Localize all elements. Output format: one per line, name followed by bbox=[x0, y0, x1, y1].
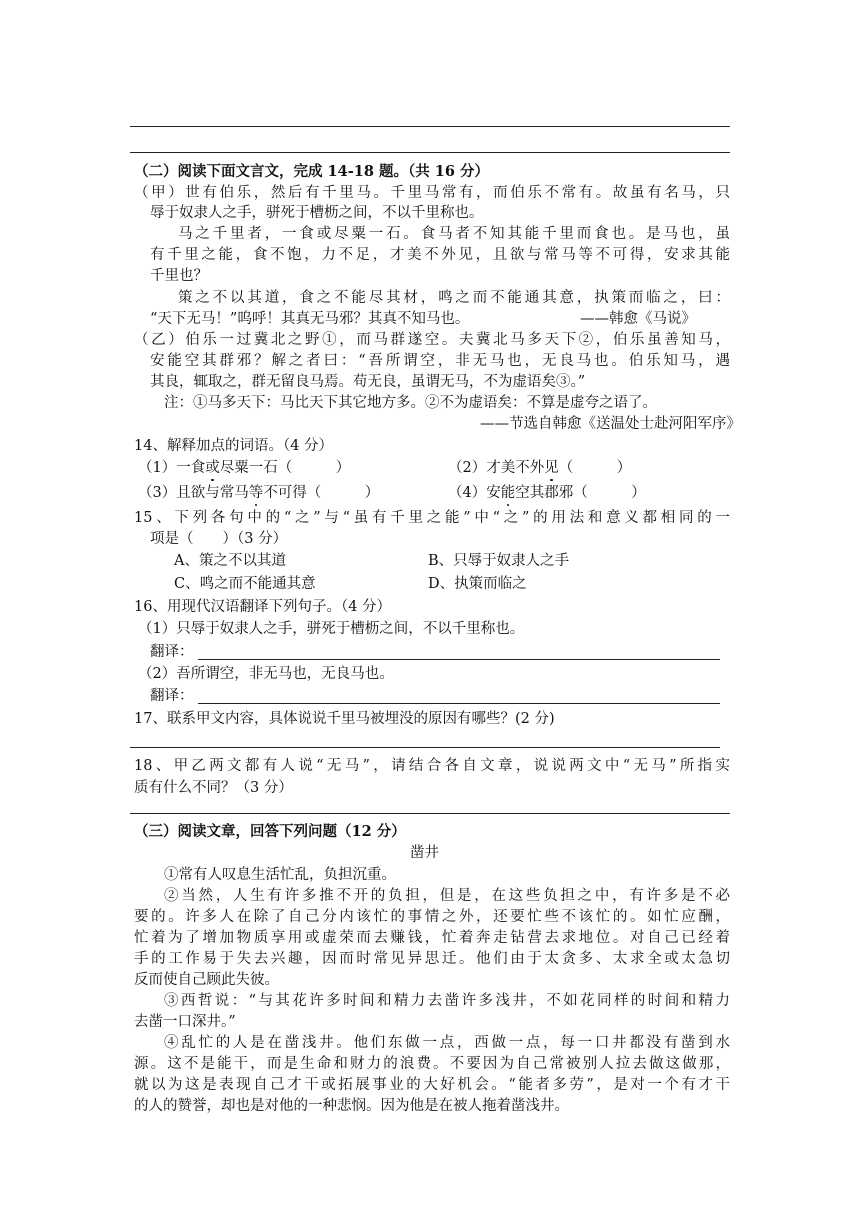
q14-item-1: （1）一食或尽粟一石（ ） bbox=[138, 460, 351, 476]
emphasis-dot: 能 bbox=[500, 485, 516, 501]
emphasis-dot: 等 bbox=[248, 485, 264, 501]
top-rule bbox=[130, 126, 730, 127]
article-paragraph-4: 源。这不是能干，而是生命和财力的浪费。不要因为自己常被别人拉去做这做那， bbox=[134, 1056, 730, 1072]
q15-option-a: A、策之不以其道 bbox=[174, 553, 286, 569]
passage-a-line: （甲）世有伯乐，然后有千里马。千里马常有，而伯乐不常有。故虽有名马，只 bbox=[134, 185, 730, 201]
article-paragraph-2: ②当然，人生有许多推不开的负担，但是，在这些负担之中，有许多是不必 bbox=[164, 888, 730, 904]
emphasis-dot: 或 bbox=[205, 460, 220, 476]
article-paragraph-2: 要的。许多人在除了自己分内该忙的事情之外，还要忙些不该忙的。如忙应酬， bbox=[134, 909, 730, 925]
q15-stem-cont: 项是（ ）（3 分） bbox=[150, 531, 288, 547]
q14-item-4: （4）安能空其郡邪（ ） bbox=[448, 485, 646, 501]
passage-a-line: 千里也？ bbox=[150, 268, 208, 284]
article-title: 凿井 bbox=[410, 845, 439, 861]
passage-b-line: （乙）伯乐一过冀北之野①，而马群遂空。夫冀北马多天下②，伯乐虽善知马， bbox=[134, 332, 730, 348]
q16-stem: 16、用现代汉语翻译下列句子。（4 分） bbox=[134, 599, 392, 615]
q16-answer-line-2[interactable] bbox=[198, 703, 720, 704]
passage-b-line: 安能空其群邪？解之者曰：“吾所谓空，非无马也，无良马也。伯乐知马，遇 bbox=[150, 353, 730, 369]
article-paragraph-4: 的人的赞誉，却也是对他的一种悲悯。因为他是在被人拖着凿浅井。 bbox=[134, 1098, 569, 1114]
q18-answer-line[interactable] bbox=[130, 813, 730, 814]
q15-stem: 15、下列各句中的“之”与“虽有千里之能”中“之”的用法和意义都相同的一 bbox=[134, 510, 730, 526]
section2-heading: （二）阅读下面文言文，完成 14-18 题。（共 16 分） bbox=[134, 163, 489, 180]
q17-answer-line[interactable] bbox=[130, 747, 720, 748]
q17-stem: 17、联系甲文内容，具体说说千里马被埋没的原因有哪些？(2 分) bbox=[134, 711, 555, 727]
passage-a-line: 有千里之能，食不饱，力不足，才美不外见，且欲与常马等不可得，安求其能 bbox=[150, 247, 730, 263]
q14-item-3: （3）且欲与常马等不可得（ ） bbox=[138, 485, 380, 501]
passage-b-source: ——节选自韩愈《送温处士赴河阳军序》 bbox=[480, 416, 741, 432]
q14-stem: 14、解释加点的词语。（4 分） bbox=[134, 438, 334, 454]
q16-sentence-2: （2）吾所谓空，非无马也，无良马也。 bbox=[138, 666, 394, 682]
q16-translate-label-1: 翻译： bbox=[150, 644, 194, 660]
passage-a-line: “天下无马！”呜呼！其真无马邪？其真不知马也。 bbox=[150, 311, 470, 327]
header-rule bbox=[130, 152, 730, 153]
q15-option-b: B、只辱于奴隶人之手 bbox=[428, 553, 570, 569]
q16-answer-line-1[interactable] bbox=[198, 659, 720, 660]
section3-heading: （三）阅读文章，回答下列问题（12 分） bbox=[134, 823, 406, 840]
q16-translate-label-2: 翻译： bbox=[150, 688, 194, 704]
article-paragraph-3: 去凿一口深井。” bbox=[134, 1014, 236, 1030]
article-paragraph-2: 手的工作易于失去兴趣，因而时常见异思迁。他们由于太贪多、太求全或太急切 bbox=[134, 951, 730, 967]
article-paragraph-4: ④乱忙的人是在凿浅井。他们东做一点，西做一点，每一口井都没有凿到水 bbox=[164, 1035, 730, 1051]
q16-sentence-1: （1）只辱于奴隶人之手，骈死于槽枥之间，不以千里称也。 bbox=[138, 621, 525, 637]
q15-option-d: D、执策而临之 bbox=[428, 576, 527, 592]
q18-stem: 18、甲乙两文都有人说“无马”，请结合各自文章，说说两文中“无马”所指实 bbox=[134, 758, 730, 774]
passage-b-note: 注：①马多天下：马比天下其它地方多。②不为虚语矣：不算是虚夸之语了。 bbox=[164, 395, 657, 411]
q14-item-2: （2）才美不外见（ ） bbox=[448, 460, 632, 476]
q15-option-c: C、鸣之而不能通其意 bbox=[174, 576, 316, 592]
passage-a-line: 辱于奴隶人之手，骈死于槽枥之间，不以千里称也。 bbox=[150, 205, 484, 221]
passage-a-line: 策之不以其道，食之不能尽其材，鸣之而不能通其意，执策而临之，曰： bbox=[178, 290, 730, 306]
passage-b-line: 其良，辄取之，群无留良马焉。苟无良，虽谓无马，不为虚语矣③。” bbox=[150, 374, 586, 390]
article-paragraph-1: ①常有人叹息生活忙乱，负担沉重。 bbox=[164, 867, 396, 883]
article-paragraph-2: 忙着为了增加物质享用或虚荣而去赚钱，忙着奔走钻营去求地位。对自己已经着 bbox=[134, 930, 730, 946]
emphasis-dot: 见 bbox=[544, 460, 559, 476]
article-paragraph-2: 反而使自己顾此失彼。 bbox=[134, 972, 279, 988]
passage-a-line: 马之千里者，一食或尽粟一石。食马者不知其能千里而食也。是马也，虽 bbox=[178, 226, 730, 242]
article-paragraph-4: 就以为这是表现自己才干或拓展事业的大好机会。“能者多劳”，是对一个有才干 bbox=[134, 1077, 730, 1093]
q18-stem-cont: 质有什么不同？（3 分） bbox=[134, 780, 293, 796]
passage-a-source: ——韩愈《马说》 bbox=[580, 311, 696, 327]
article-paragraph-3: ③西哲说：“与其花许多时间和精力去凿许多浅井，不如花同样的时间和精力 bbox=[164, 993, 730, 1009]
